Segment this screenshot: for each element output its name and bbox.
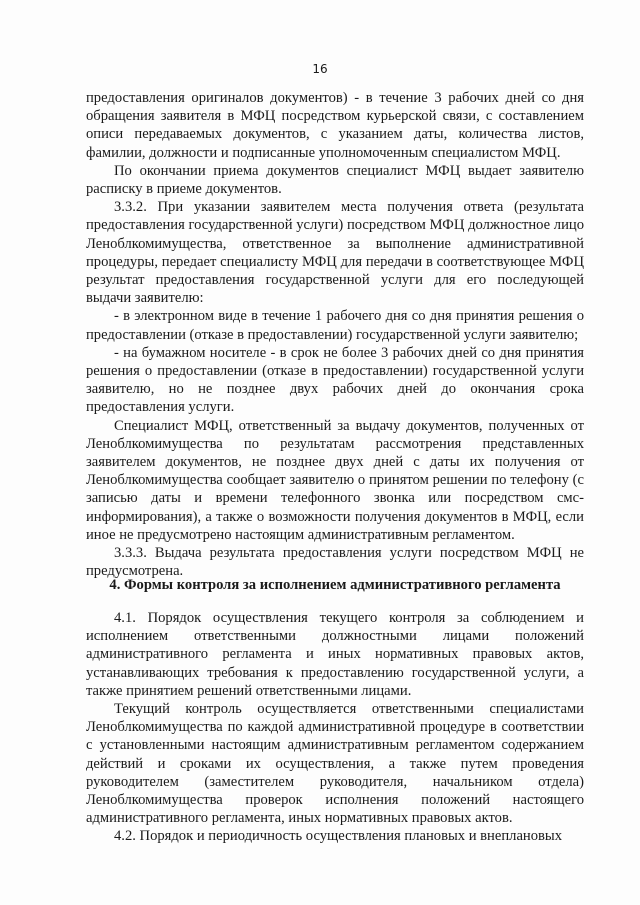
paragraph-8: 4.1. Порядок осуществления текущего контроля за соблюдением и исполнением ответственными должностными лицами положений административного регламента и иных нормативных правовых актов, устанавливающих требования к предоставлению государственной услуги, а также принятием решений ответственными лицами.	[86, 610, 584, 699]
paragraph-5: - на бумажном носителе - в срок не более 3 рабочих дней со дня принятия решения о предоставлении (отказе в предоставлении) государственной услуги заявителю, но не позднее двух рабочих дней до окончания срока предоставления услуги.	[86, 344, 584, 416]
paragraph-2: По окончании приема документов специалист МФЦ выдает заявителю расписку в приеме документов.	[86, 162, 584, 198]
page-number: 16	[312, 62, 328, 76]
paragraph-6: Специалист МФЦ, ответственный за выдачу документов, полученных от Леноблкомимущества по результатам рассмотрения представленных заявителем документов, не позднее двух дней с даты их получения от Леноблкомимущества сообщает заявителю о принятом решении по телефону (с записью даты и времени телефонного звонка или посредством смс-информирования), а также о возможности получения документов в МФЦ, если иное не предусмотрено настоящим административным регламентом.	[86, 417, 584, 543]
paragraph-9: Текущий контроль осуществляется ответственными специалистами Леноблкомимущества по каждой административной процедуре в соответствии с установленными настоящим административным регламентом содержанием действий и сроками их осуществления, а также путем проведения руководителем (заместителем руководителя, начальником отдела) Леноблкомимущества проверок исполнения положений настоящего административного регламента, иных нормативных правовых актов.	[86, 701, 584, 827]
paragraph-7: 3.3.3. Выдача результата предоставления услуги посредством МФЦ не предусмотрена.	[86, 545, 584, 580]
paragraph-4: - в электронном виде в течение 1 рабочего дня со дня принятия решения о предоставлении (отказе в предоставлении) государственной услуги заявителю;	[86, 308, 584, 343]
paragraph-1: предоставления оригиналов документов) - в течение 3 рабочих дней со дня обращения заявителя в МФЦ посредством курьерской связи, с составлением описи передаваемых документов, с указанием даты, количества листов, фамилии, должности и подписанные уполномоченным специалистом МФЦ.	[86, 90, 584, 161]
paragraph-10: 4.2. Порядок и периодичность осуществления плановых и внеплановых	[114, 828, 563, 845]
section-heading: 4. Формы контроля за исполнением административного регламента	[109, 577, 561, 593]
text-block-bottom	[86, 609, 584, 846]
text-block-top	[86, 89, 584, 580]
paragraph-3: 3.3.2. При указании заявителем места получения ответа (результата предоставления государственной услуги) посредством МФЦ должностное лицо Леноблкомимущества, ответственное за выполнение административной процедуры, передает специалисту МФЦ для передачи в соответствующее МФЦ результат предоставления государственной услуги для его последующей выдачи заявителю:	[86, 199, 584, 307]
